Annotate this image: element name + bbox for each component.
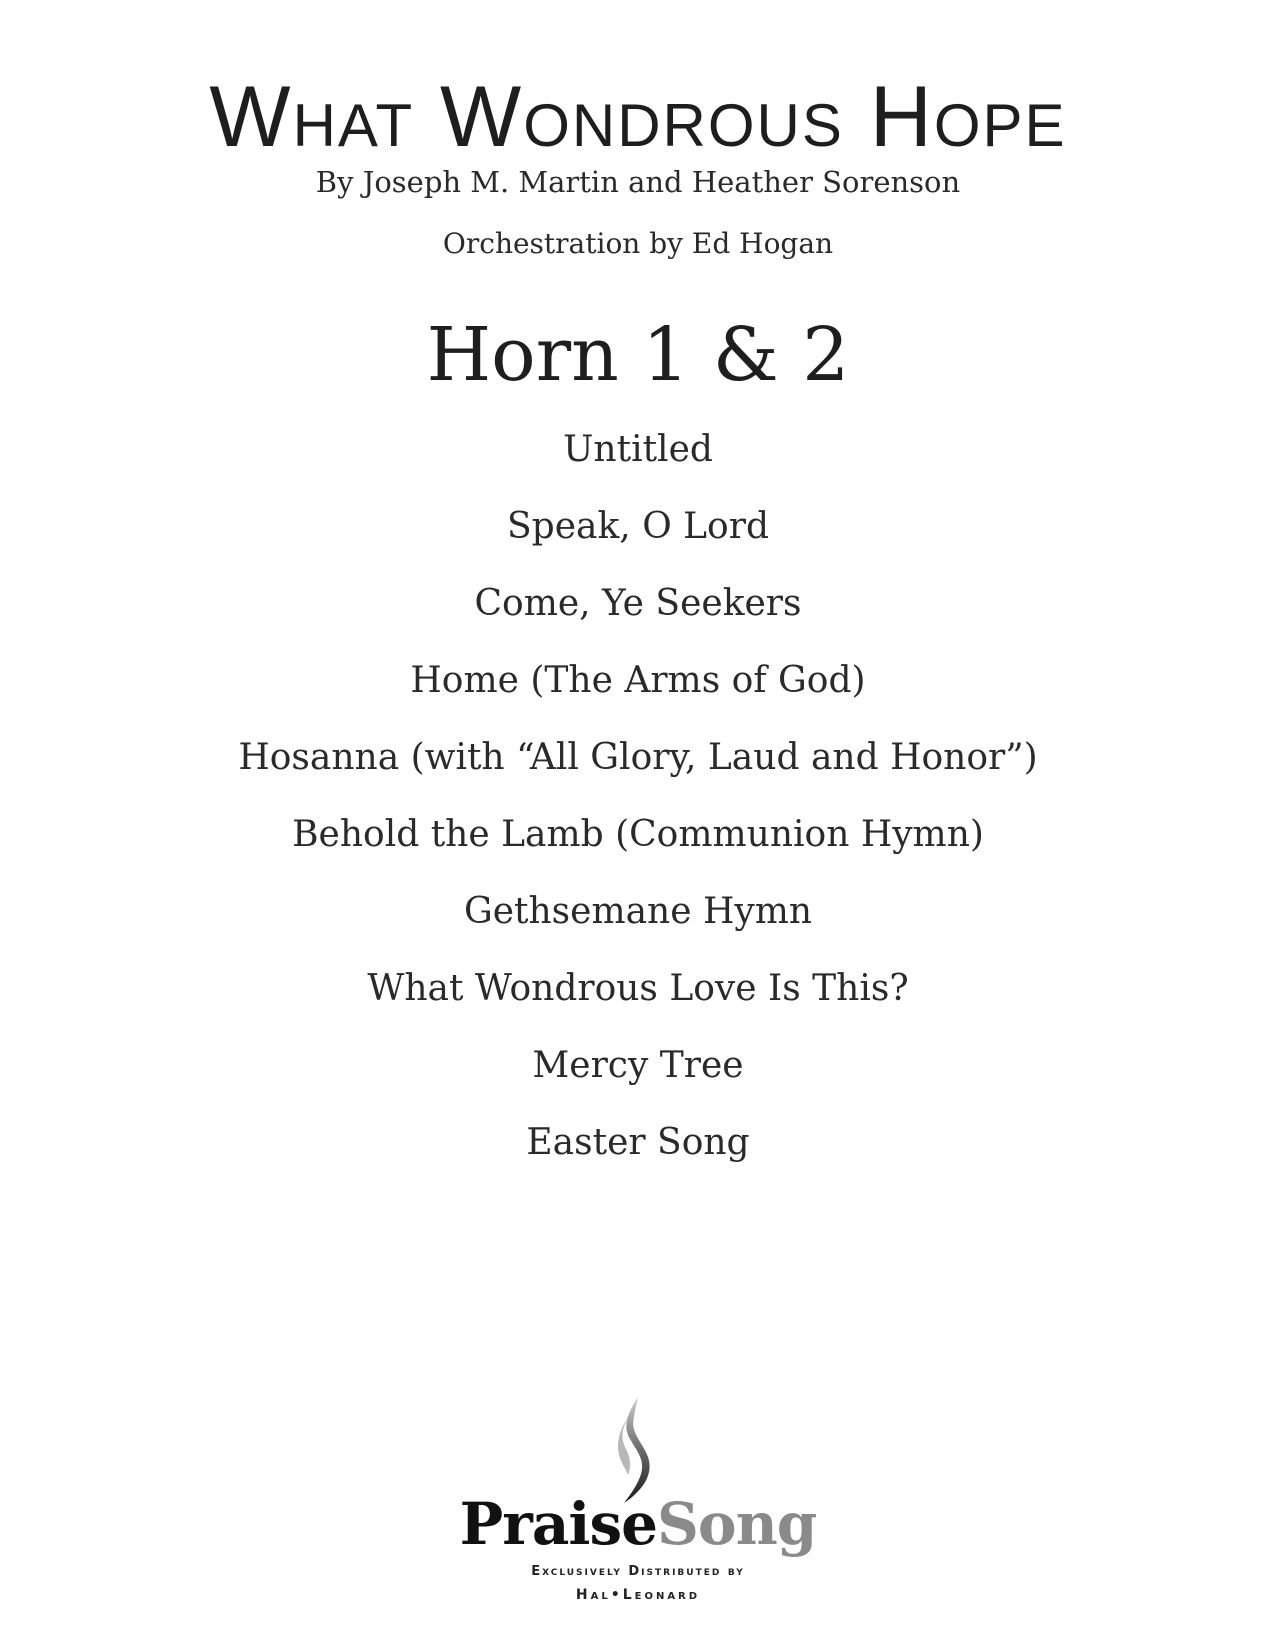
- orchestration-credit: Orchestration by Ed Hogan: [442, 227, 834, 260]
- brand-song: Song: [657, 1490, 817, 1558]
- composer-credit: By Joseph M. Martin and Heather Sorenson: [315, 165, 961, 199]
- song-item: Untitled: [563, 429, 713, 470]
- song-item: Gethsemane Hymn: [463, 891, 813, 932]
- brand-wordmark: [438, 1490, 838, 1558]
- song-item: What Wondrous Love Is This?: [367, 968, 909, 1009]
- song-item: Speak, O Lord: [507, 506, 769, 547]
- distributor-name: Hal•Leonard: [575, 1587, 701, 1603]
- song-list: [0, 429, 1276, 1202]
- publisher-logo: [438, 1395, 838, 1603]
- song-item: Home (The Arms of God): [410, 660, 866, 701]
- flame-icon: [600, 1395, 670, 1505]
- work-title: What Wondrous Hope: [209, 69, 1067, 165]
- song-item: Hosanna (with “All Glory, Laud and Honor”): [238, 737, 1038, 778]
- brand-praise: Praise: [459, 1490, 658, 1558]
- song-item: Mercy Tree: [532, 1045, 744, 1086]
- song-item: Behold the Lamb (Communion Hymn): [292, 814, 984, 855]
- part-name: Horn 1 & 2: [426, 312, 850, 398]
- song-item: Easter Song: [526, 1122, 750, 1163]
- song-item: Come, Ye Seekers: [474, 583, 802, 624]
- distribution-note: Exclusively Distributed by: [531, 1564, 745, 1579]
